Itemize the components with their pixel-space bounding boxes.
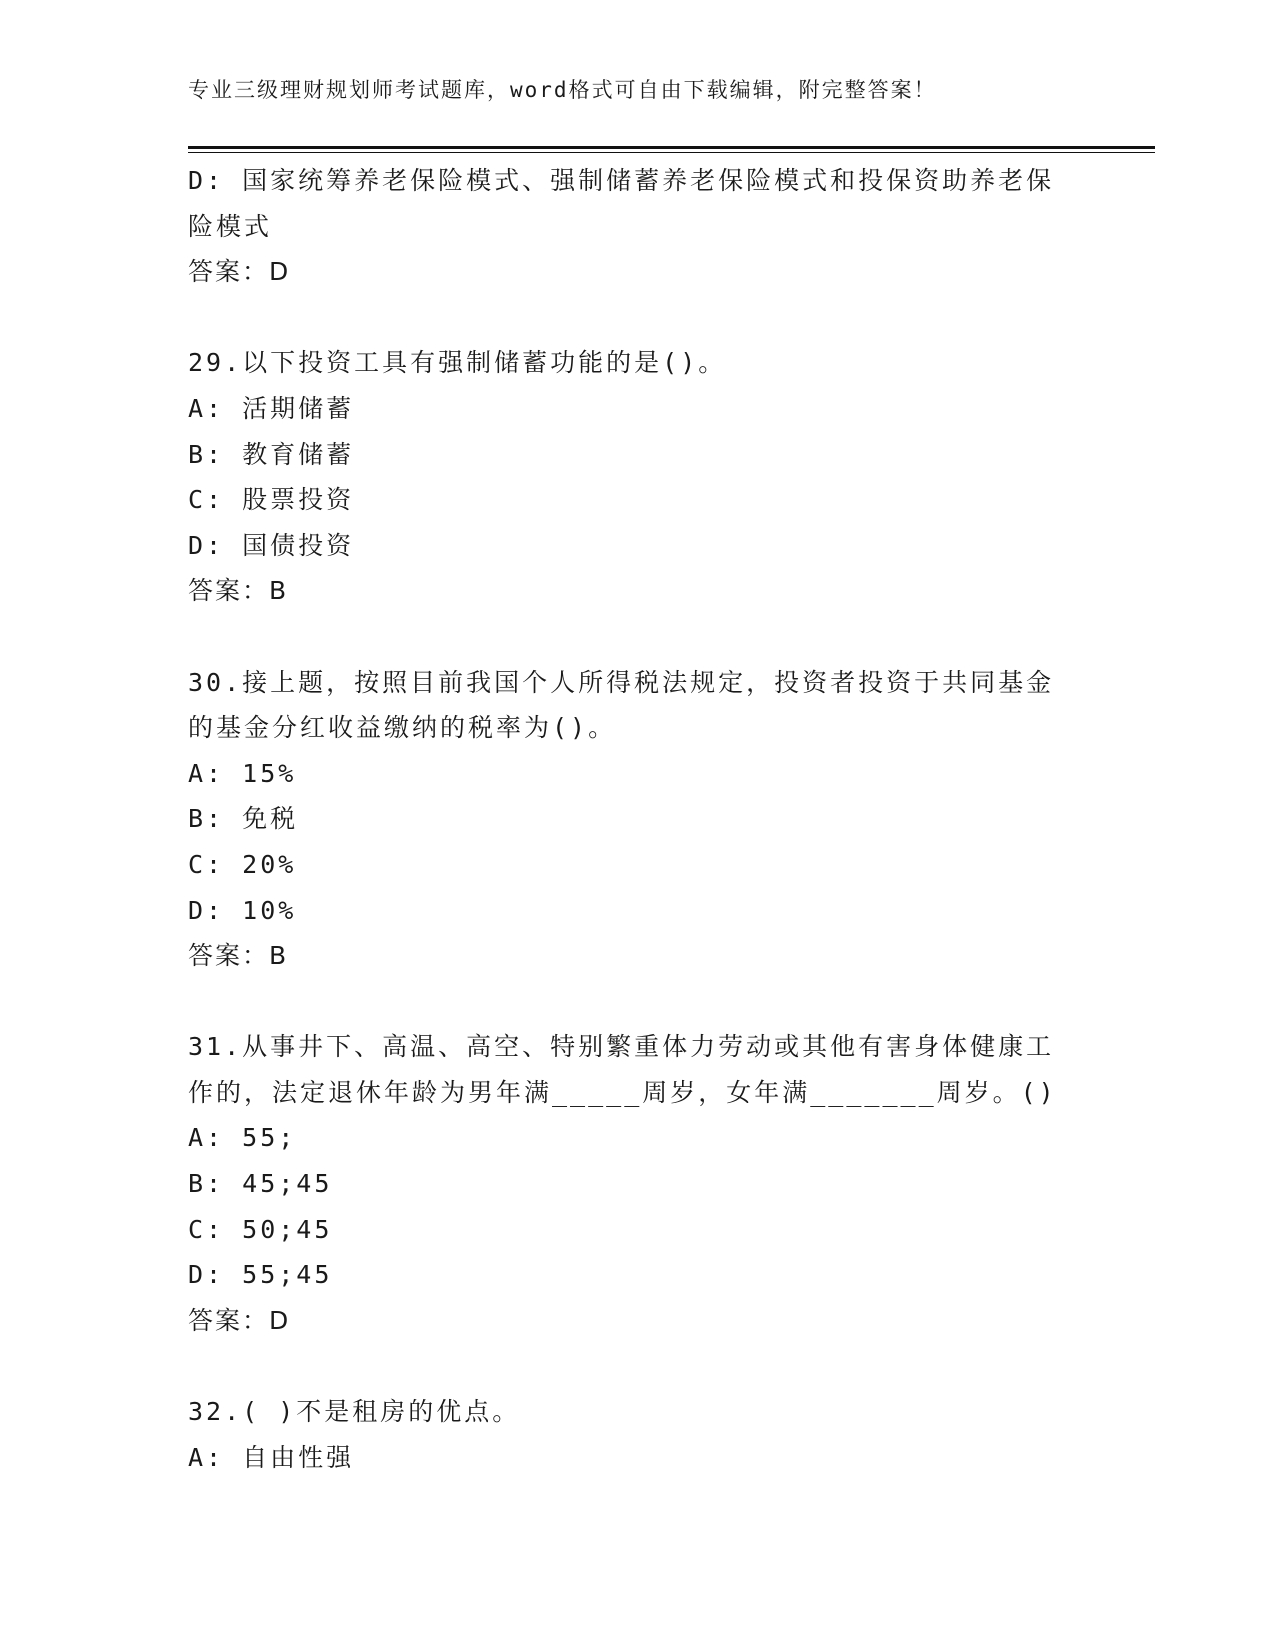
answer-line: 答案：B <box>188 576 289 606</box>
option-c: C: 20% <box>188 849 297 879</box>
header-divider-thick <box>188 146 1155 149</box>
option-d: D: 国债投资 <box>188 530 355 560</box>
prev-question-block <box>188 158 1088 295</box>
question-stem-continued: 作的，法定退休年龄为男年满_____周岁，女年满_______周岁。() <box>188 1077 1057 1107</box>
option-b: B: 45;45 <box>188 1169 333 1199</box>
option-a: A: 55; <box>188 1123 297 1153</box>
question-content <box>188 158 1088 1480</box>
answer-line: 答案：B <box>188 941 289 971</box>
spacer <box>188 1343 1088 1389</box>
option-c: C: 50;45 <box>188 1214 333 1244</box>
question-29 <box>188 340 1088 614</box>
question-32 <box>188 1389 1088 1480</box>
option-d: D: 55;45 <box>188 1260 333 1290</box>
answer-line: 答案：D <box>188 257 291 287</box>
option-b: B: 免税 <box>188 804 299 834</box>
question-stem: 32.( )不是租房的优点。 <box>188 1397 521 1427</box>
option-a: A: 自由性强 <box>188 1442 355 1472</box>
question-stem: 29.以下投资工具有强制储蓄功能的是()。 <box>188 348 727 378</box>
option-d: D: 10% <box>188 895 297 925</box>
question-31 <box>188 1024 1088 1343</box>
page-header: 专业三级理财规划师考试题库，word格式可自由下载编辑，附完整答案！ <box>188 78 937 102</box>
header-divider-thin <box>188 152 1155 153</box>
option-a: A: 活期储蓄 <box>188 393 355 423</box>
option-b: B: 教育储蓄 <box>188 439 355 469</box>
question-stem-continued: 的基金分红收益缴纳的税率为()。 <box>188 713 617 743</box>
spacer <box>188 979 1088 1025</box>
question-stem: 31.从事井下、高温、高空、特别繁重体力劳动或其他有害身体健康工 <box>188 1032 1055 1062</box>
spacer <box>188 295 1088 341</box>
spacer <box>188 614 1088 660</box>
question-30 <box>188 660 1088 979</box>
answer-line: 答案：D <box>188 1305 291 1335</box>
question-stem: 30.接上题，按照目前我国个人所得税法规定，投资者投资于共同基金 <box>188 667 1055 697</box>
option-d: D: 国家统筹养老保险模式、强制储蓄养老保险模式和投保资助养老保 <box>188 166 1055 195</box>
option-a: A: 15% <box>188 758 297 788</box>
option-d-continued: 险模式 <box>188 211 273 241</box>
option-c: C: 股票投资 <box>188 485 355 515</box>
